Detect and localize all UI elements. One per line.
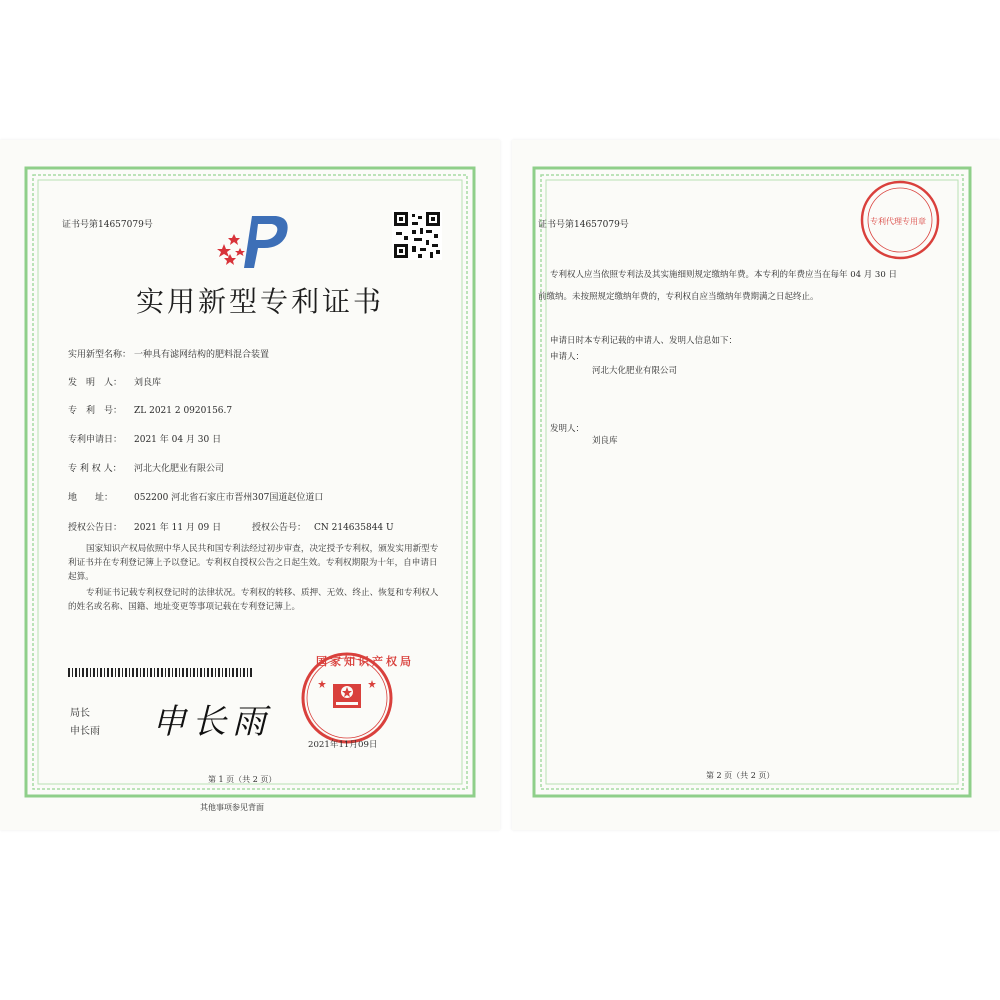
field-label-grant-date: 授权公告日：: [68, 523, 123, 533]
legal-status-statement: 专利证书记载专利权登记时的法律状况。专利权的转移、质押、无效、终止、恢复和专利权人的姓名或名称、国籍、地址变更等事项记载在专利登记簿上。: [68, 588, 439, 612]
page-number-1: 第 1 页（共 2 页）: [208, 775, 277, 784]
director-title: 局长: [70, 708, 90, 719]
field-value-inventor: 刘良库: [134, 378, 162, 388]
director-signature: 申长雨: [152, 702, 272, 742]
annual-fee-notice-2: 前缴纳。未按照规定缴纳年费的，专利权自应当缴纳年费期满之日起终止。: [538, 292, 819, 302]
certificate-number: 证书号第14657079号: [62, 220, 153, 230]
field-value-patentee: 河北大化肥业有限公司: [134, 464, 225, 474]
footer-note: 其他事项参见背面: [200, 803, 264, 812]
certificate-page-2: [512, 140, 1000, 830]
seal-date: 2021年11月09日: [308, 740, 378, 750]
inventor-value: 刘良库: [592, 436, 618, 446]
annual-fee-notice-1: 专利权人应当依照专利法及其实施细则规定缴纳年费。本专利的年费应当在每年 04 月 30 日: [550, 270, 897, 280]
inventor-label: 发明人：: [550, 424, 585, 434]
field-value-grant-date: 2021 年 11 月 09 日: [134, 523, 222, 533]
field-label-name: 实用新型名称：: [68, 350, 132, 360]
grant-statement: 国家知识产权局依照中华人民共和国专利法经过初步审查，决定授予专利权，颁发实用新型专利证书并在专利登记簿上予以登记。专利权自授权公告之日起生效。专利权期限为十年，自申请日起算。: [68, 544, 439, 582]
field-label-inventor: 发 明 人：: [68, 378, 123, 388]
certificate-number-2: 证书号第14657079号: [538, 220, 629, 230]
cnipa-logo-icon: [212, 212, 296, 270]
field-value-name: 一种具有滤网结构的肥料混合装置: [134, 350, 270, 360]
field-label-filing-date: 专利申请日：: [68, 435, 123, 445]
agency-stamp-text: 专利代理专用章: [870, 217, 926, 226]
applicant-value: 河北大化肥业有限公司: [592, 366, 678, 376]
director-name: 申长雨: [70, 726, 100, 737]
certificate-title: 实用新型专利证书: [136, 285, 385, 318]
seal-text: 国家知识产权局: [316, 655, 414, 668]
field-label-address: 地 址：: [68, 493, 114, 503]
field-value-patent-no: ZL 2021 2 0920156.7: [134, 406, 233, 416]
qr-code-icon[interactable]: [392, 210, 442, 260]
applicant-label: 申请人：: [550, 352, 585, 362]
field-value-filing-date: 2021 年 04 月 30 日: [134, 435, 222, 445]
page-number-2: 第 2 页（共 2 页）: [706, 771, 775, 780]
field-label-pub-no: 授权公告号：: [252, 523, 307, 533]
field-label-patent-no: 专 利 号：: [68, 406, 123, 416]
field-value-address: 052200 河北省石家庄市晋州307国道赵位道口: [134, 493, 324, 503]
certificate-page-1: [0, 140, 500, 830]
field-value-pub-no: CN 214635844 U: [314, 523, 394, 533]
record-info-line: 申请日时本专利记载的申请人、发明人信息如下：: [550, 336, 738, 346]
field-label-patentee: 专 利 权 人：: [68, 464, 122, 474]
barcode: [68, 668, 252, 677]
